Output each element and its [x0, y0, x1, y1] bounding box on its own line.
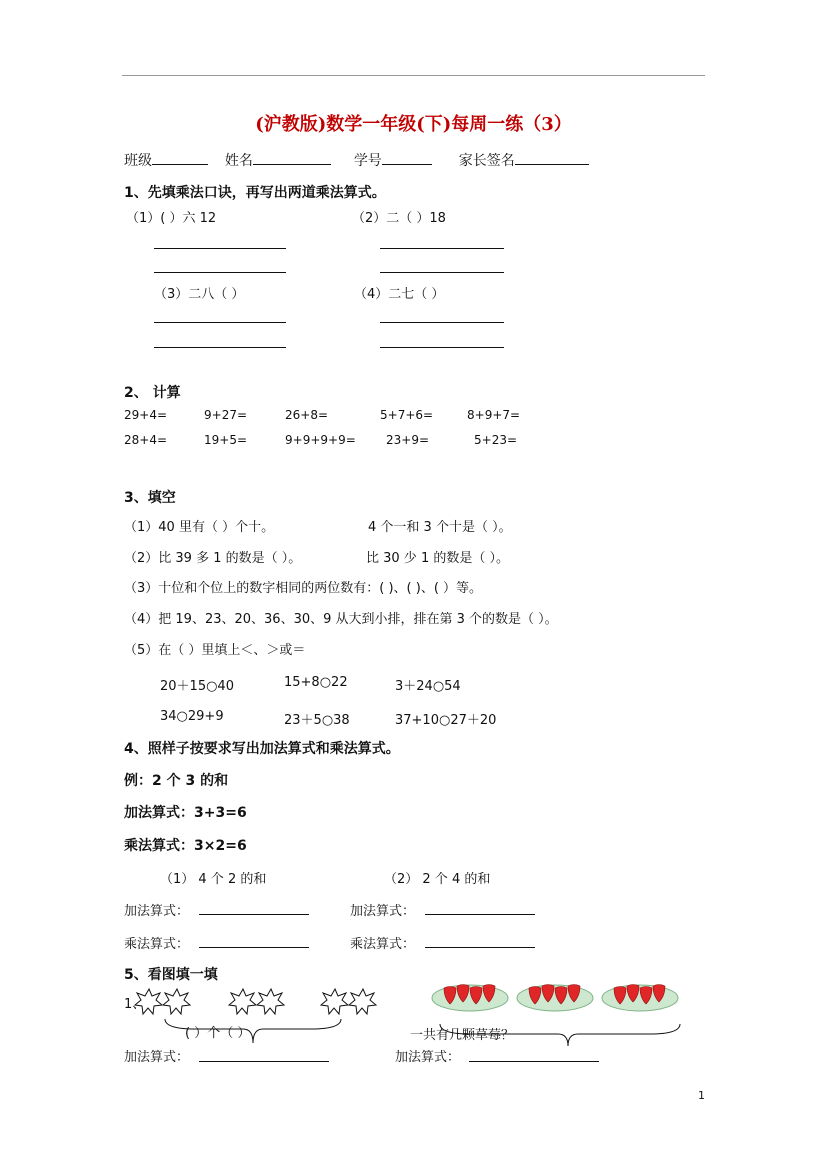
star-icon	[321, 989, 348, 1014]
page-number: 1	[698, 1089, 705, 1102]
compare-item: 3＋24○54	[395, 679, 461, 694]
answer-line[interactable]	[469, 1061, 599, 1062]
answer-line[interactable]	[154, 347, 286, 348]
star-icon	[229, 989, 256, 1014]
calc-item: 5+7+6=	[380, 408, 434, 422]
compare-item: 23＋5○38	[284, 713, 350, 728]
answer-line[interactable]	[380, 248, 504, 249]
q3-line-2b: 比 30 少 1 的数是（ ）。	[366, 551, 509, 566]
calc-item: 26+8=	[285, 408, 329, 422]
q3-line-2a: （2）比 39 多 1 的数是（ ）。	[124, 551, 302, 566]
strawberry-illustration	[430, 976, 690, 1056]
star-icon	[257, 989, 284, 1014]
q5-prefix: 1、	[124, 997, 146, 1012]
q3-line-5: （5）在（ ）里填上＜、＞或＝	[124, 643, 306, 658]
parent-label: 家长签名	[458, 153, 515, 169]
compare-item: 34○29+9	[160, 709, 224, 724]
calc-item: 5+23=	[474, 433, 518, 447]
answer-line[interactable]	[154, 272, 286, 273]
answer-line[interactable]	[154, 322, 286, 323]
calc-item: 8+9+7=	[467, 408, 521, 422]
brace-text: ( ）个（ ）	[185, 1026, 251, 1041]
q4-example: 例：2 个 3 的和	[124, 773, 229, 789]
add-label: 加法算式：	[124, 904, 190, 919]
calc-item: 9+27=	[204, 408, 248, 422]
answer-line[interactable]	[380, 347, 504, 348]
compare-item: 20＋15○40	[160, 679, 234, 694]
q1-item-2: （2）二（ ）18	[352, 211, 446, 226]
q4-heading: 4、照样子按要求写出加法算式和乘法算式。	[124, 741, 400, 757]
q3-heading: 3、填空	[124, 490, 176, 506]
mul-label: 乘法算式：	[124, 937, 190, 952]
q4-example-add: 加法算式：3+3=6	[124, 805, 247, 821]
q1-heading: 1、先填乘法口诀，再写出两道乘法算式。	[124, 185, 386, 201]
star-icon	[163, 989, 190, 1014]
answer-line[interactable]	[199, 947, 309, 948]
mul-label: 乘法算式：	[350, 937, 416, 952]
info-row	[124, 150, 589, 170]
add-label: 加法算式：	[350, 904, 416, 919]
q1-item-4: （4）二七（ ）	[354, 287, 445, 302]
q3-line-3: （3）十位和个位上的数字相同的两位数有：( )、( )、( ）等。	[124, 581, 483, 596]
calc-item: 23+9=	[386, 433, 430, 447]
number-field[interactable]	[382, 152, 432, 165]
answer-line[interactable]	[380, 272, 504, 273]
add-label: 加法算式：	[395, 1050, 461, 1065]
q4-example-mul: 乘法算式：3×2=6	[124, 838, 247, 854]
q4-sub-1: （1） 4 个 2 的和	[160, 872, 267, 887]
answer-line[interactable]	[199, 1061, 329, 1062]
q4-sub-2: （2） 2 个 4 的和	[384, 872, 491, 887]
answer-line[interactable]	[425, 914, 535, 915]
class-field[interactable]	[152, 152, 208, 165]
answer-line[interactable]	[154, 248, 286, 249]
stars-illustration	[135, 985, 395, 1045]
answer-line[interactable]	[425, 947, 535, 948]
q3-line-4: （4）把 19、23、20、36、30、9 从大到小排，排在第 3 个的数是（ ）。	[124, 612, 558, 627]
compare-item: 15+8○22	[284, 675, 348, 690]
name-field[interactable]	[253, 152, 331, 165]
q2-heading: 2、 计算	[124, 385, 181, 401]
answer-line[interactable]	[380, 322, 504, 323]
compare-item: 37+10○27＋20	[395, 713, 497, 728]
header-rule	[122, 75, 705, 76]
name-label: 姓名	[224, 153, 253, 169]
calc-item: 28+4=	[124, 433, 168, 447]
q3-line-1b: 4 个一和 3 个十是（ ）。	[368, 520, 512, 535]
q1-item-3: （3）二八（ ）	[154, 287, 245, 302]
answer-line[interactable]	[199, 914, 309, 915]
star-icon	[135, 989, 162, 1014]
class-label: 班级	[124, 153, 152, 169]
star-icon	[349, 989, 376, 1014]
calc-item: 29+4=	[124, 408, 168, 422]
q5-question: 一共有几颗草莓？	[410, 1028, 515, 1043]
q1-item-1: （1）( ）六 12	[126, 211, 217, 226]
parent-field[interactable]	[515, 152, 589, 165]
add-label: 加法算式：	[124, 1050, 190, 1065]
calc-item: 19+5=	[204, 433, 248, 447]
calc-item: 9+9+9+9=	[285, 433, 356, 447]
q3-line-1a: （1）40 里有（ ）个十。	[124, 520, 275, 535]
number-label: 学号	[353, 153, 382, 169]
page-title: (沪教版)数学一年级(下)每周一练（3）	[255, 114, 572, 135]
q5-heading: 5、看图填一填	[124, 967, 218, 983]
